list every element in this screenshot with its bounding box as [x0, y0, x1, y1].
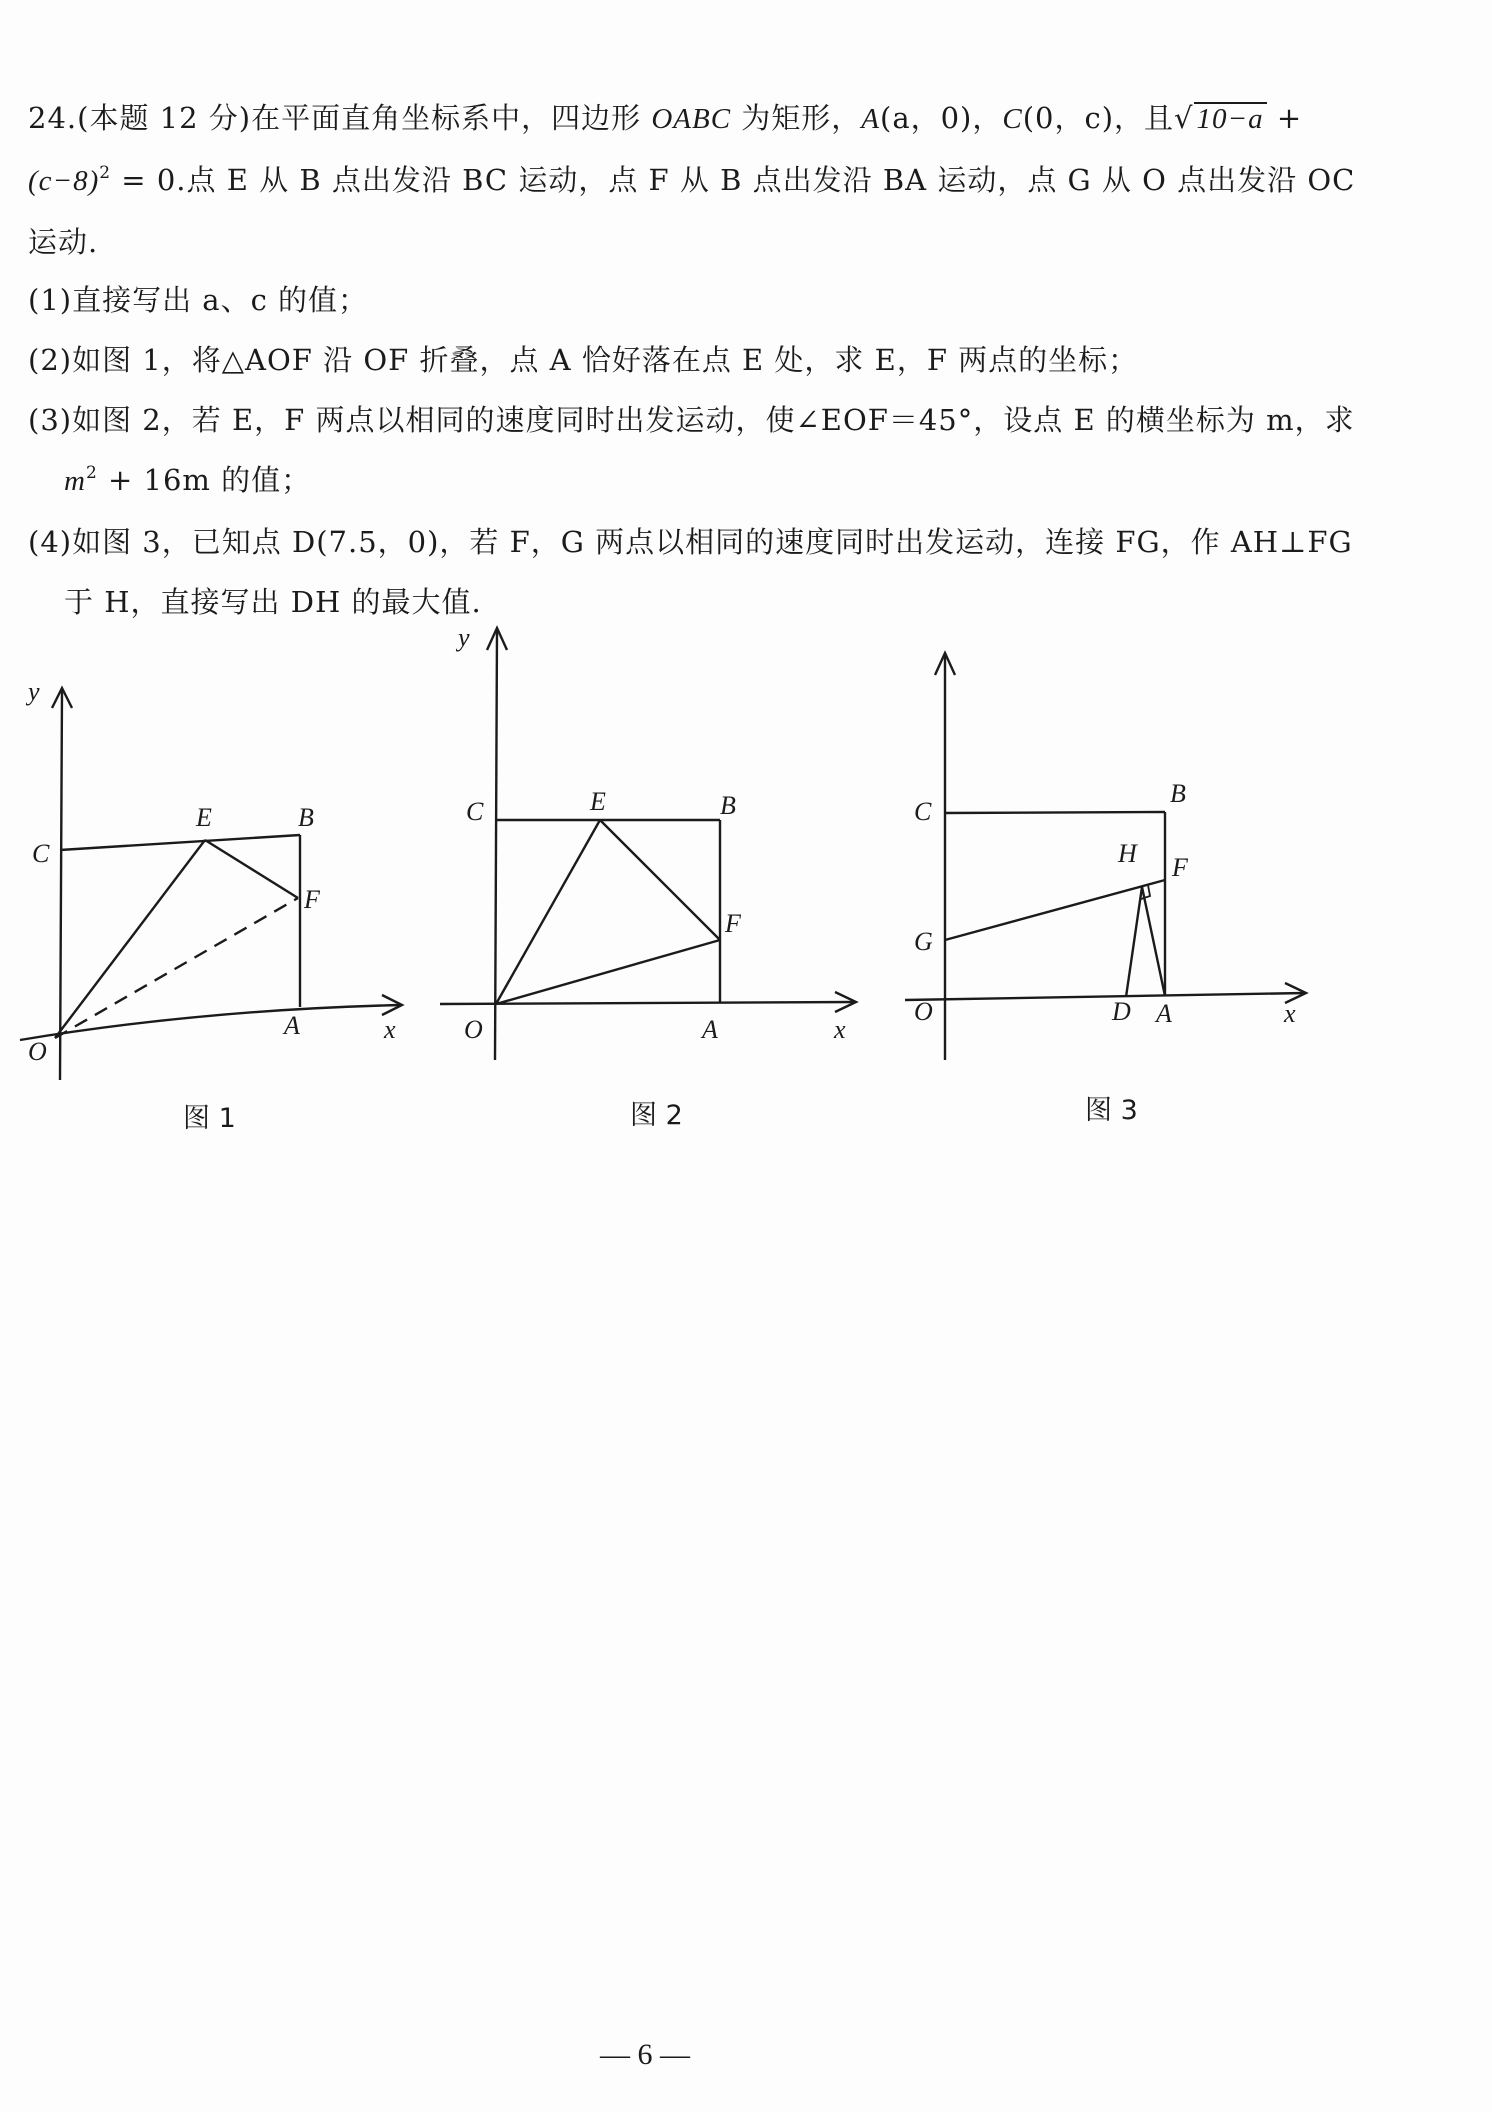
fig3-label-o: O	[914, 997, 933, 1026]
question-3-text: (3)如图 2，若 E，F 两点以相同的速度同时出发运动，使∠EOF＝45°，设点 E 的横坐标为 m，求	[28, 403, 1355, 437]
fig3-label-x: x	[1284, 999, 1296, 1028]
fig3-label-a: A	[1156, 999, 1172, 1028]
fig3-label-g: G	[914, 927, 933, 956]
fig1-label-y: y	[28, 677, 40, 706]
q3-expression-rest: + 16m 的值；	[97, 463, 312, 497]
fig3-label-d: D	[1112, 997, 1131, 1026]
page-number: — 6 —	[600, 2038, 690, 2071]
figure-1-caption: 图 1	[183, 1103, 236, 1134]
quad-name: OABC	[651, 103, 732, 135]
point-c-coord: (0，c)，且	[1022, 101, 1175, 135]
fig2-segment-ef	[600, 820, 720, 940]
point-c: C	[1002, 103, 1023, 135]
fig2-label-c: C	[466, 797, 484, 826]
fig3-segment-gf	[945, 880, 1165, 940]
fig3-label-h: H	[1118, 839, 1137, 868]
fig3-segment-dh	[1126, 887, 1142, 997]
fig2-y-axis	[495, 630, 497, 1060]
fig1-label-b: B	[298, 803, 314, 832]
fig2-segment-of	[496, 940, 720, 1004]
problem-points: (本题 12 分)	[77, 101, 252, 135]
question-4-text: (4)如图 3，已知点 D(7.5，0)，若 F，G 两点以相同的速度同时出发运动，连接 FG，作 AH⊥FG	[28, 525, 1353, 559]
fig1-label-c: C	[32, 839, 50, 868]
problem-line-1: 24.(本题 12 分)在平面直角坐标系中，四边形 OABC 为矩形，A(a，0)，C(0，c)，且√ 10−a +	[28, 101, 1303, 135]
condition-rest: = 0.	[111, 163, 187, 197]
point-a: A	[861, 103, 880, 135]
fig1-label-e: E	[196, 803, 212, 832]
fig1-side-cb	[60, 835, 300, 850]
fig3-segment-ah	[1142, 887, 1165, 996]
fig2-label-e: E	[590, 787, 606, 816]
fig3-x-axis	[905, 993, 1305, 1000]
plus-sign: +	[1266, 101, 1303, 135]
fig3-label-f: F	[1172, 853, 1188, 882]
sqrt-expression: 10−a	[1194, 102, 1267, 134]
question-1-text: (1)直接写出 a、c 的值；	[28, 283, 369, 317]
problem-intro: 在平面直角坐标系中，四边形	[251, 101, 642, 135]
fig1-label-a: A	[284, 1011, 300, 1040]
motion-text: 点 E 从 B 点出发沿 BC 运动，点 F 从 B 点出发沿 BA 运动，点 G 从 O 点出发沿 OC	[186, 163, 1356, 197]
figure-2-caption: 图 2	[630, 1100, 683, 1131]
figure-1	[0, 650, 440, 1130]
fig2-label-f: F	[725, 909, 741, 938]
fig1-segment-ef	[205, 840, 298, 898]
problem-line-3	[28, 220, 98, 261]
fig2-label-b: B	[720, 791, 736, 820]
problem-number: 24.	[28, 101, 78, 135]
fig1-label-x: x	[384, 1015, 396, 1044]
q3-expression: m	[64, 465, 86, 497]
fig2-label-y: y	[458, 623, 470, 652]
fig3-label-b: B	[1170, 779, 1186, 808]
question-3	[28, 398, 1355, 439]
q3-exponent: 2	[85, 463, 98, 483]
fig1-label-f: F	[304, 885, 320, 914]
question-4-text-end: 于 H，直接写出 DH 的最大值.	[64, 585, 482, 619]
question-4	[28, 520, 1353, 561]
fig2-label-x: x	[834, 1015, 846, 1044]
fig1-segment-of-dashed	[55, 898, 298, 1038]
fig1-y-axis	[60, 690, 62, 1080]
figure-3	[900, 640, 1320, 1070]
fig3-label-c: C	[914, 797, 932, 826]
point-a-coord: (a，0)，	[880, 101, 1003, 135]
question-2-text: (2)如图 1，将△AOF 沿 OF 折叠，点 A 恰好落在点 E 处，求 E，F 两点的坐标；	[28, 343, 1139, 377]
condition-exponent: 2	[99, 163, 112, 183]
figure-2	[430, 610, 890, 1080]
condition-expression: (c−8)	[28, 165, 100, 197]
fig1-label-o: O	[28, 1037, 47, 1066]
motion-text-end: 运动.	[28, 225, 99, 259]
question-1	[28, 278, 368, 319]
fig3-side-cb	[945, 812, 1165, 813]
fig2-label-o: O	[464, 1015, 483, 1044]
figure-3-caption: 图 3	[1085, 1095, 1138, 1126]
question-4-continued	[28, 580, 482, 621]
fig2-segment-oe	[496, 820, 600, 1004]
problem-line-2	[28, 158, 1355, 199]
problem-intro-b: 为矩形，	[741, 101, 862, 135]
fig2-label-a: A	[702, 1015, 718, 1044]
question-2	[28, 338, 1138, 379]
fig1-segment-oe	[55, 840, 205, 1038]
question-3-continued	[28, 458, 311, 499]
